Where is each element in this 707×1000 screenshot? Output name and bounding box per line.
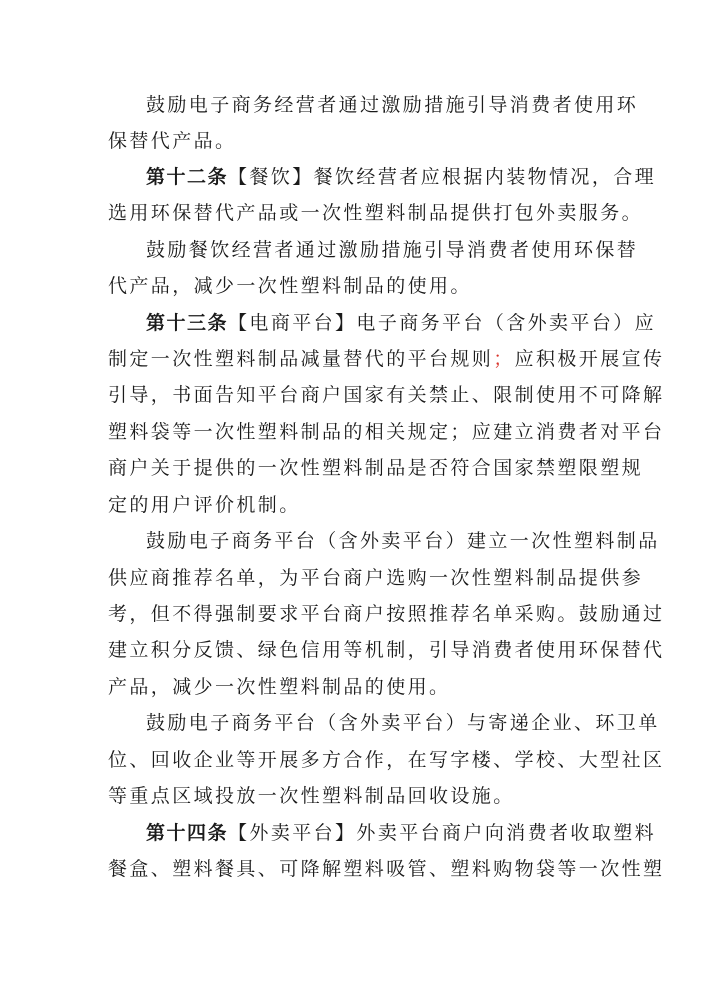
text-line: 鼓励餐饮经营者通过激励措施引导消费者使用环保替 bbox=[146, 239, 639, 261]
text-line: 鼓励电子商务平台（含外卖平台）与寄递企业、环卫单 bbox=[146, 712, 660, 734]
text-line: 鼓励电子商务平台（含外卖平台）建立一次性塑料制品 bbox=[146, 530, 660, 552]
article-13-heading-line bbox=[146, 308, 656, 338]
article-title: 第十四条 bbox=[146, 822, 229, 844]
text-fragment: 餐饮经营者应根据内装物情况，合理 bbox=[313, 166, 657, 188]
text-line: 考，但不得强制要求平台商户按照推荐名单采购。鼓励通过 bbox=[108, 603, 665, 625]
article-title: 第十三条 bbox=[146, 312, 229, 334]
article-bracket: 【电商平台】 bbox=[228, 312, 357, 334]
text-fragment: 应积极开展宣传 bbox=[514, 348, 665, 370]
article-12-heading-line bbox=[146, 162, 656, 192]
text-line: 选用环保替代产品或一次性塑料制品提供打包外卖服务。 bbox=[108, 202, 644, 224]
text-line: 位、回收企业等开展多方合作，在写字楼、学校、大型社区 bbox=[108, 749, 665, 771]
article-title: 第十二条 bbox=[146, 166, 229, 188]
highlighted-punctuation: ； bbox=[493, 348, 515, 370]
text-fragment: 外卖平台商户向消费者收取塑料 bbox=[356, 822, 657, 844]
text-line: 产品，减少一次性塑料制品的使用。 bbox=[108, 676, 451, 698]
text-line: 鼓励电子商务经营者通过激励措施引导消费者使用环 bbox=[146, 94, 639, 116]
article-bracket: 【外卖平台】 bbox=[228, 822, 357, 844]
text-line: 塑料袋等一次性塑料制品的相关规定；应建立消费者对平台 bbox=[108, 421, 665, 443]
text-fragment: 电子商务平台（含外卖平台）应 bbox=[356, 312, 657, 334]
text-line: 供应商推荐名单，为平台商户选购一次性塑料制品提供参 bbox=[108, 567, 644, 589]
text-line: 商户关于提供的一次性塑料制品是否符合国家禁塑限塑规 bbox=[108, 457, 644, 479]
text-line: 保替代产品。 bbox=[108, 130, 237, 152]
text-line: 引导，书面告知平台商户国家有关禁止、限制使用不可降解 bbox=[108, 384, 665, 406]
text-line: 餐盒、塑料餐具、可降解塑料吸管、塑料购物袋等一次性塑 bbox=[108, 858, 665, 880]
text-line: 代产品，减少一次性塑料制品的使用。 bbox=[108, 275, 472, 297]
text-line bbox=[108, 344, 664, 374]
text-line: 建立积分反馈、绿色信用等机制，引导消费者使用环保替代 bbox=[108, 639, 665, 661]
text-line: 等重点区域投放一次性塑料制品回收设施。 bbox=[108, 785, 515, 807]
article-bracket: 【餐饮】 bbox=[228, 166, 314, 188]
article-14-heading-line bbox=[146, 818, 656, 848]
text-fragment: 制定一次性塑料制品减量替代的平台规则 bbox=[108, 348, 494, 370]
text-line: 定的用户评价机制。 bbox=[108, 494, 301, 516]
